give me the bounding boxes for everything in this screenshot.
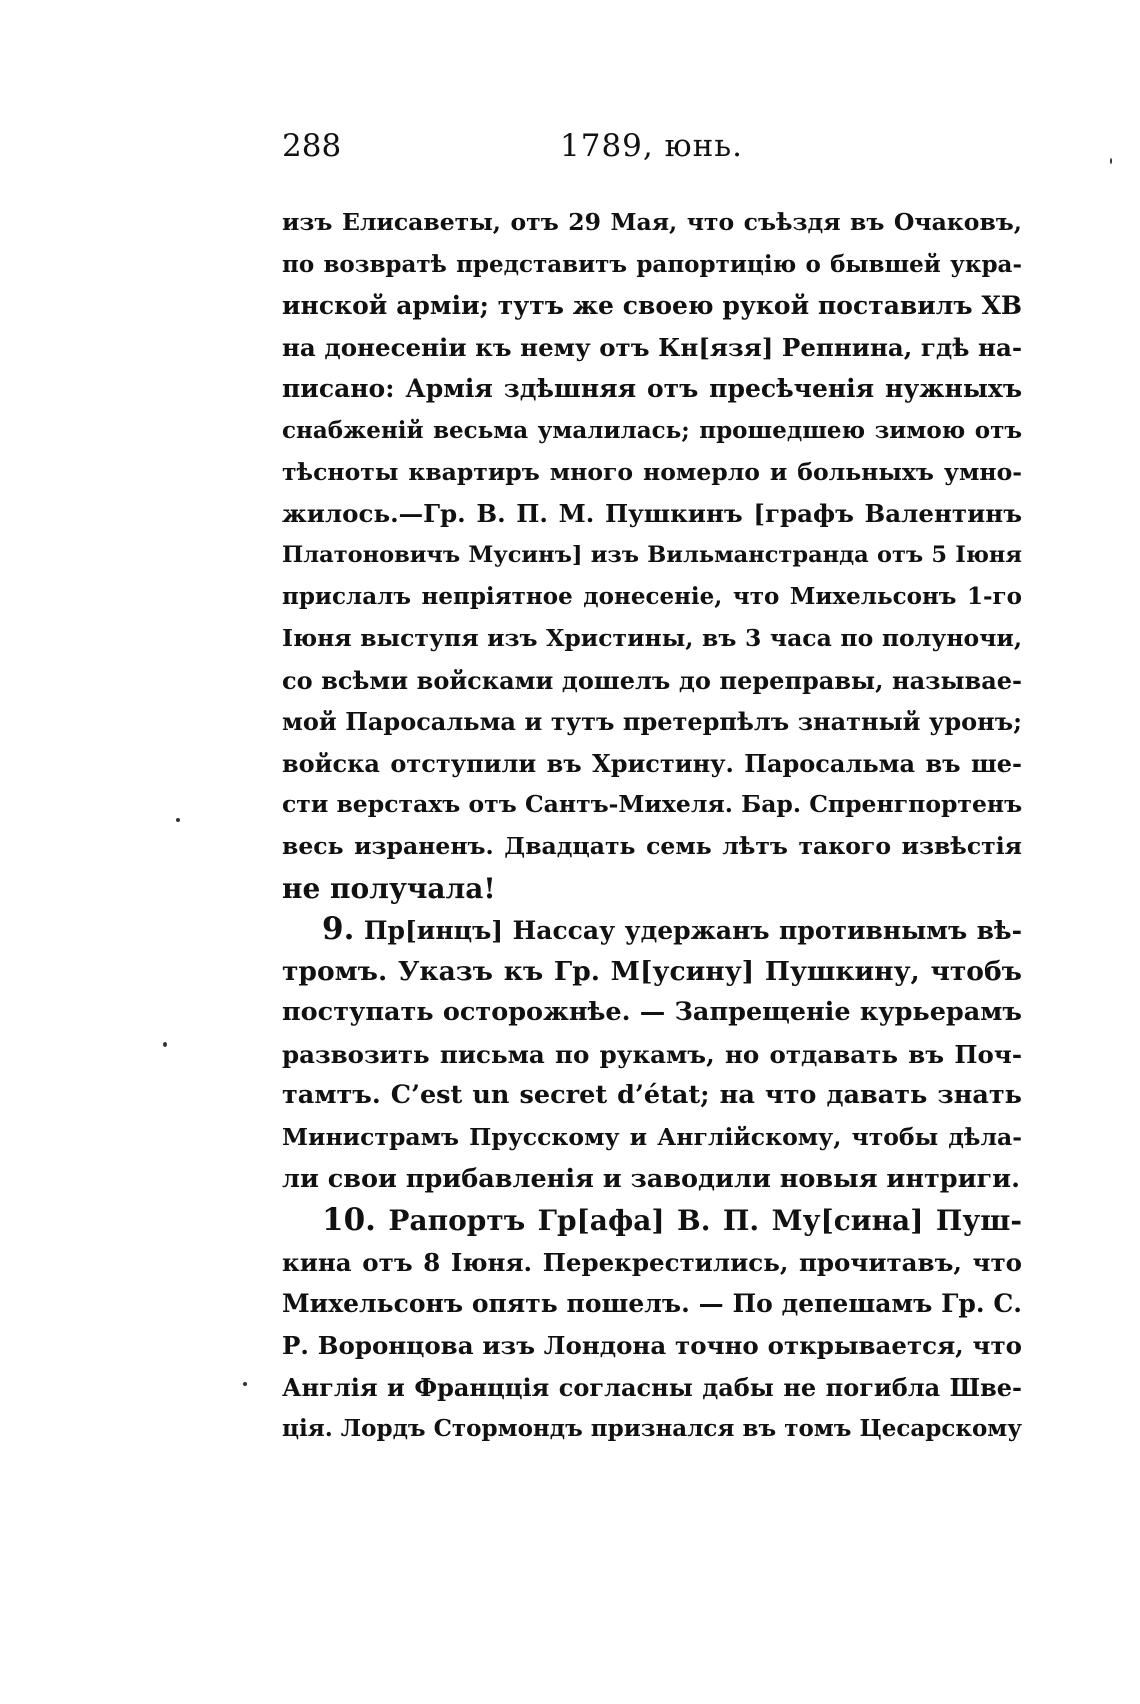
text-line: тамтъ. C’est un secret d’état; на что давать знать bbox=[282, 1080, 1022, 1111]
text-line: весь израненъ. Двадцать семь лѣтъ такого извѣстія bbox=[282, 831, 1022, 860]
text-line: развозить письма по рукамъ, но отдавать въ Поч- bbox=[282, 1039, 1022, 1069]
body-text bbox=[282, 202, 1022, 1450]
running-head: 1789, юнь. bbox=[560, 128, 743, 164]
text-line: не получала! bbox=[282, 871, 496, 905]
text-line: снабженій весьма умалилась; прошедшею зимою отъ bbox=[282, 416, 1022, 444]
text-line: сти верстахъ отъ Сантъ-Михеля. Бар. Спренгпортенъ bbox=[282, 790, 1023, 819]
text-line: тромъ. Указъ къ Гр. М[усину] Пушкину, чтобъ bbox=[282, 955, 1022, 987]
text-line: Р. Воронцова изъ Лондона точно открывается, что bbox=[282, 1331, 1022, 1361]
paragraph-9-first-line bbox=[282, 909, 1022, 951]
paragraph-number: 9. bbox=[322, 911, 355, 948]
page-header bbox=[282, 128, 1022, 168]
text-line: войска отступили въ Христину. Паросальма въ ше- bbox=[282, 748, 1022, 778]
text-line: Михельсонъ опять пошелъ. — По депешамъ Гр. С. bbox=[282, 1289, 1022, 1319]
text-line: прислалъ непріятное донесеніе, что Михельсонъ 1-го bbox=[282, 583, 1022, 611]
scan-speck bbox=[163, 1042, 167, 1047]
text-line: Англія и Францція согласны дабы не погибла Шве- bbox=[282, 1372, 1022, 1402]
paragraph-number: 10. bbox=[322, 1202, 376, 1239]
text-line: Іюня выступя изъ Христины, въ 3 часа по полуночи, bbox=[282, 623, 1022, 652]
text-line: поступать осторожнѣе. — Запрещеніе курьерамъ bbox=[282, 997, 1022, 1028]
scan-speck bbox=[243, 1382, 247, 1386]
text-line: мой Паросальма и тутъ претерпѣлъ знатный уронъ; bbox=[282, 707, 1022, 737]
text-line: кина отъ 8 Іюня. Перекрестились, прочитавъ, что bbox=[282, 1247, 1022, 1277]
text-line: Платоновичъ Мусинъ] изъ Вильманстранда отъ 5 Іюня bbox=[282, 541, 1022, 568]
text-line: жилось.—Гр. В. П. М. Пушкинъ [графъ Валентинъ bbox=[282, 499, 1022, 529]
text-line: со всѣми войсками дошелъ до переправы, называе- bbox=[282, 665, 1022, 695]
text-line: на донесеніи къ нему отъ Кн[язя] Репнина, гдѣ на- bbox=[282, 332, 1022, 362]
text-line: изъ Елисаветы, отъ 29 Мая, что съѣздя въ Очаковъ, bbox=[282, 208, 1022, 236]
text-line: ція. Лордъ Стормондъ признался въ томъ Цесарскому bbox=[282, 1415, 1022, 1443]
scan-speck bbox=[176, 818, 180, 822]
text-line: по возвратѣ представитъ рапортицію о бывшей укра- bbox=[282, 250, 1022, 278]
scan-speck bbox=[1110, 158, 1112, 164]
text-line: ли свои прибавленія и заводили новыя интриги. bbox=[282, 1163, 1020, 1194]
text-line: Министрамъ Прусскому и Англійскому, чтобы дѣла- bbox=[282, 1123, 1022, 1152]
page-number: 288 bbox=[282, 128, 342, 164]
paragraph-text: Пр[инцъ] Нассау удержанъ противнымъ вѣ- bbox=[363, 916, 1022, 946]
text-line: тѣсноты квартиръ много номерло и больныхъ умно- bbox=[282, 457, 1022, 486]
text-line: инской арміи; тутъ же своею рукой поставилъ ХВ bbox=[282, 291, 1022, 321]
paragraph-text: Рапортъ Гр[афа] В. П. Му[сина] Пуш- bbox=[388, 1204, 1022, 1238]
paragraph-10-first-line bbox=[282, 1200, 1022, 1242]
text-line: писано: Армія здѣшняя отъ пресѣченія нужныхъ bbox=[282, 374, 1022, 404]
